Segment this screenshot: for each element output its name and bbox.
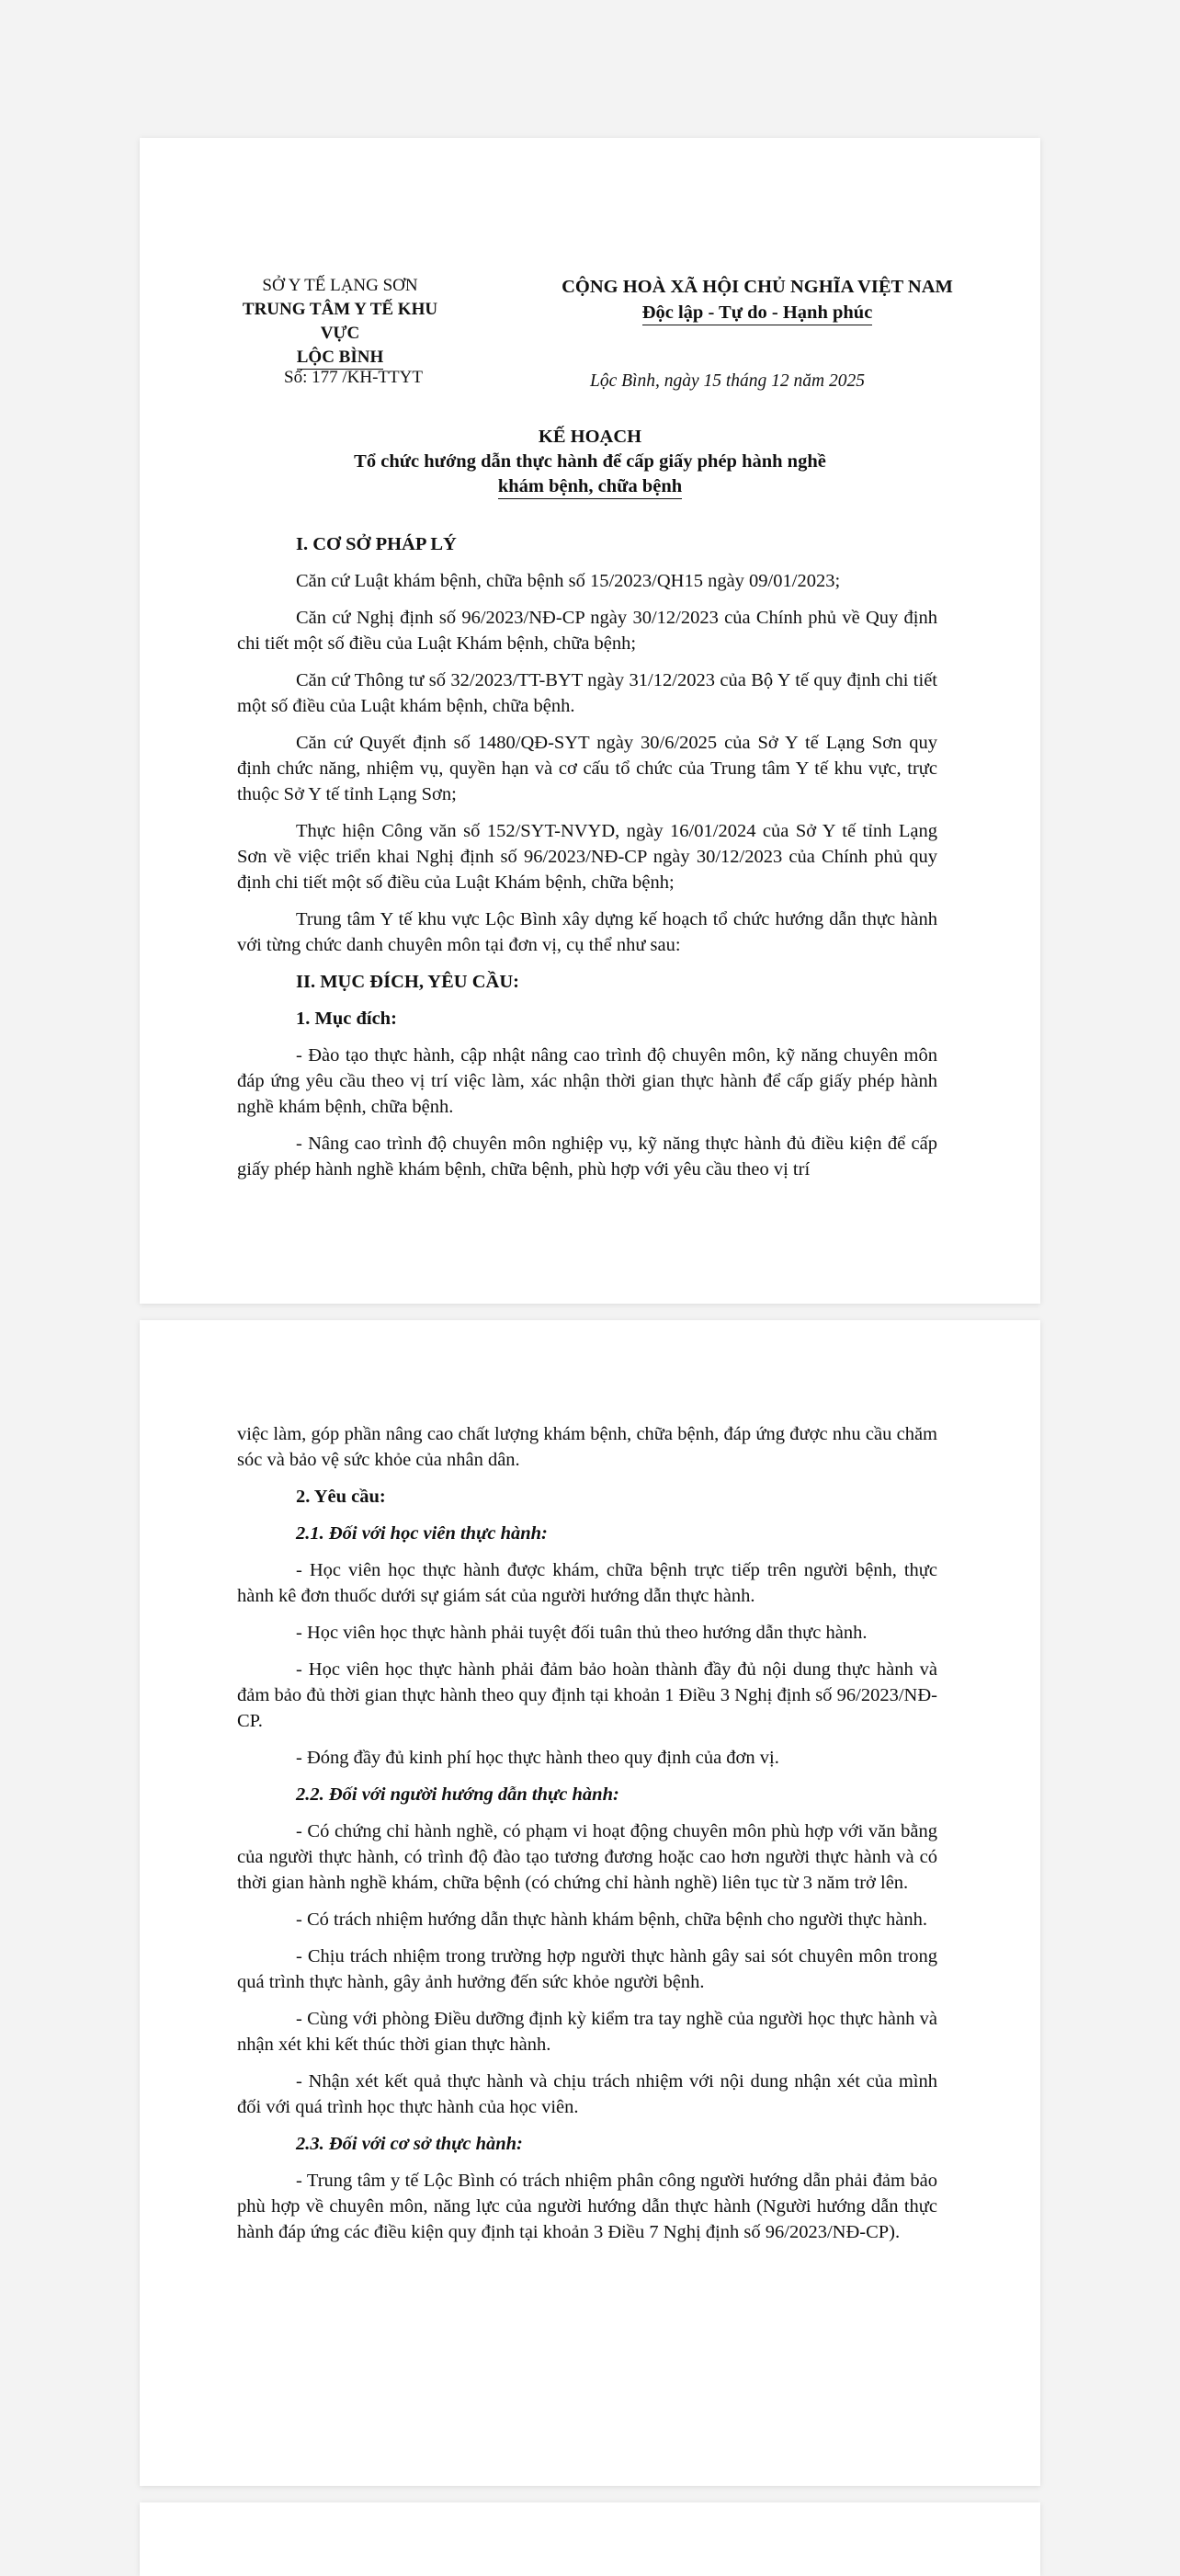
paragraph: - Nâng cao trình độ chuyên môn nghiệp vụ, kỹ năng thực hành đủ điều kiện để cấp giấy phép hành nghề khám bệnh, chữa bệnh, phù hợp với yêu cầu theo vị trí: [237, 1134, 937, 1180]
section-heading: 1. Mục đích:: [296, 1009, 397, 1029]
paragraph: Căn cứ Nghị định số 96/2023/NĐ-CP ngày 30/12/2023 của Chính phủ về Quy định chi tiết một số điều của Luật Khám bệnh, chữa bệnh;: [237, 608, 937, 654]
paragraph: - Học viên học thực hành phải tuyệt đối tuân thủ theo hướng dẫn thực hành.: [296, 1623, 868, 1643]
paragraph: Thực hiện Công văn số 152/SYT-NVYD, ngày 16/01/2024 của Sở Y tế tỉnh Lạng Sơn về việc triển khai Nghị định số 96/2023/NĐ-CP ngày 30/12/2023 của Chính phủ quy định chi tiết một số điều của Luật Khám bệnh, chữa bệnh;: [237, 821, 937, 893]
paragraph: Căn cứ Thông tư số 32/2023/TT-BYT ngày 31/12/2023 của Bộ Y tế quy định chi tiết một số điều của Luật khám bệnh, chữa bệnh.: [237, 670, 937, 716]
paragraph: - Nhận xét kết quả thực hành và chịu trách nhiệm với nội dung nhận xét của mình đối với quá trình học thực hành của học viên.: [237, 2071, 937, 2117]
paragraph: Căn cứ Quyết định số 1480/QĐ-SYT ngày 30/6/2025 của Sở Y tế Lạng Sơn quy định chức năng, nhiệm vụ, quyền hạn và cơ cấu tổ chức của Trung tâm Y tế khu vực, trực thuộc Sở Y tế tỉnh Lạng Sơn;: [237, 733, 937, 804]
title-line-1: KẾ HOẠCH: [538, 427, 642, 447]
section-heading: I. CƠ SỞ PHÁP LÝ: [296, 534, 457, 554]
paragraph: Trung tâm Y tế khu vực Lộc Bình xây dựng kế hoạch tổ chức hướng dẫn thực hành với từng chức danh chuyên môn tại đơn vị, cụ thể như sau:: [237, 909, 937, 955]
section-heading: II. MỤC ĐÍCH, YÊU CẦU:: [296, 972, 519, 992]
subsection-heading: 2.2. Đối với người hướng dẫn thực hành:: [296, 1784, 619, 1805]
title-line-2: Tổ chức hướng dẫn thực hành để cấp giấy phép hành nghề: [354, 451, 826, 472]
page-2-body: [237, 1421, 937, 2256]
title-line-3: khám bệnh, chữa bệnh: [498, 475, 682, 499]
organization-name-line2: LỘC BÌNH: [297, 347, 384, 370]
paragraph: Căn cứ Luật khám bệnh, chữa bệnh số 15/2023/QH15 ngày 09/01/2023;: [296, 571, 841, 591]
paragraph-continuation: việc làm, góp phần nâng cao chất lượng khám bệnh, chữa bệnh, đáp ứng được nhu cầu chăm sóc và bảo vệ sức khỏe của nhân dân.: [237, 1424, 937, 1470]
subsection-heading: 2.3. Đối với cơ sở thực hành:: [296, 2134, 523, 2154]
organization-name-line1: TRUNG TÂM Y TẾ KHU VỰC: [242, 300, 438, 343]
national-motto: Độc lập - Tự do - Hạnh phúc: [642, 301, 873, 325]
national-heading: [518, 274, 996, 325]
paragraph: - Đào tạo thực hành, cập nhật nâng cao trình độ chuyên môn, kỹ năng chuyên môn đáp ứng yêu cầu theo vị trí việc làm, xác nhận thời gian thực hành để cấp giấy phép hành nghề khám bệnh, chữa bệnh.: [237, 1045, 937, 1117]
document-title: [278, 425, 902, 499]
page-1-body: [237, 531, 937, 1193]
paragraph: - Học viên học thực hành phải đảm bảo hoàn thành đầy đủ nội dung thực hành và đảm bảo đủ thời gian thực hành theo quy định tại khoản 1 Điều 3 Nghị định số 96/2023/NĐ-CP.: [237, 1659, 937, 1731]
paragraph: - Chịu trách nhiệm trong trường hợp người thực hành gây sai sót chuyên môn trong quá trình thực hành, gây ảnh hưởng đến sức khỏe người bệnh.: [237, 1946, 937, 1992]
country-name: CỘNG HOÀ XÃ HỘI CHỦ NGHĨA VIỆT NAM: [562, 277, 953, 297]
paragraph: - Đóng đầy đủ kinh phí học thực hành theo quy định của đơn vị.: [296, 1748, 779, 1768]
department-name: SỞ Y TẾ LẠNG SƠN: [262, 276, 418, 295]
paragraph: - Cùng với phòng Điều dưỡng định kỳ kiểm tra tay nghề của người học thực hành và nhận xét khi kết thúc thời gian thực hành.: [237, 2009, 937, 2055]
document-date: Lộc Bình, ngày 15 tháng 12 năm 2025: [590, 371, 865, 391]
document-page-2: [140, 1320, 1040, 2486]
paragraph: - Trung tâm y tế Lộc Bình có trách nhiệm phân công người hướng dẫn phải đảm bảo phù hợp về chuyên môn, năng lực của người hướng dẫn thực hành (Người hướng dẫn thực hành đáp ứng các điều kiện quy định tại khoản 3 Điều 7 Nghị định số 96/2023/NĐ-CP).: [237, 2171, 937, 2242]
paragraph: - Học viên học thực hành được khám, chữa bệnh trực tiếp trên người bệnh, thực hành kê đơn thuốc dưới sự giám sát của người hướng dẫn thực hành.: [237, 1560, 937, 1606]
document-page-1: [140, 138, 1040, 1304]
document-number: Số: 177 /KH-TTYT: [284, 368, 423, 387]
document-page-3: [140, 2502, 1040, 2576]
subsection-heading: 2.1. Đối với học viên thực hành:: [296, 1523, 548, 1544]
paragraph: - Có trách nhiệm hướng dẫn thực hành khám bệnh, chữa bệnh cho người thực hành.: [296, 1909, 927, 1930]
paragraph: - Có chứng chỉ hành nghề, có phạm vi hoạt động chuyên môn phù hợp với văn bằng của người thực hành, có trình độ đào tạo tương đương hoặc cao hơn người thực hành và có thời gian hành nghề khám, chữa bệnh (có chứng chỉ hành nghề) liên tục từ 3 năm trở lên.: [237, 1821, 937, 1893]
issuer-block: [230, 274, 450, 370]
section-heading: 2. Yêu cầu:: [296, 1487, 386, 1507]
